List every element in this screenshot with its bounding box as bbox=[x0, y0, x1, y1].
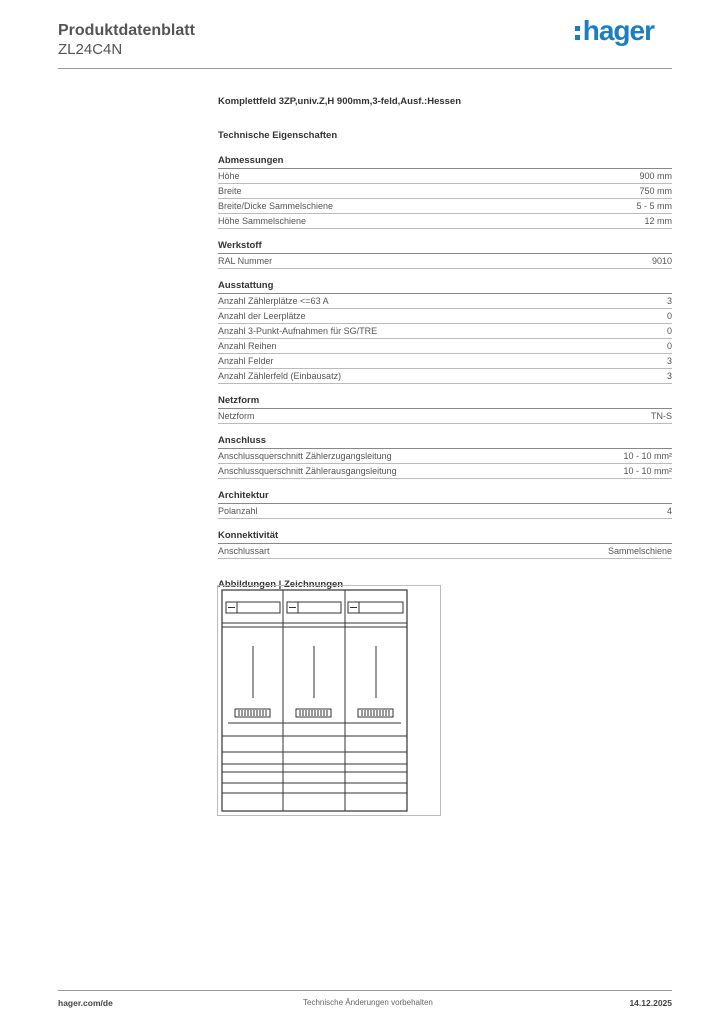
header-divider bbox=[58, 68, 672, 69]
property-row bbox=[218, 449, 672, 464]
property-value: 10 - 10 mm² bbox=[623, 451, 672, 461]
article-number: ZL24C4N bbox=[58, 41, 123, 58]
section-ausstattung bbox=[218, 280, 672, 384]
property-label: Anzahl Zählerplätze <=63 A bbox=[218, 296, 329, 306]
property-label: Breite/Dicke Sammelschiene bbox=[218, 201, 334, 211]
footer-website[interactable]: hager.com/de bbox=[58, 998, 113, 1008]
property-value: 0 bbox=[666, 311, 672, 321]
property-label: Anzahl 3-Punkt-Aufnahmen für SG/TRE bbox=[218, 326, 378, 336]
enclosure-drawing bbox=[218, 586, 440, 815]
property-value: 750 mm bbox=[639, 186, 672, 196]
property-label: Anschlussquerschnitt Zählerausgangsleitung bbox=[218, 466, 397, 476]
document-title: Produktdatenblatt bbox=[58, 22, 195, 39]
property-label: Anzahl Felder bbox=[218, 356, 274, 366]
property-row bbox=[218, 184, 672, 199]
property-row bbox=[218, 544, 672, 559]
section-anschluss bbox=[218, 435, 672, 479]
property-row bbox=[218, 324, 672, 339]
section-netzform bbox=[218, 395, 672, 424]
logo-text: hager bbox=[582, 15, 654, 46]
product-name: Komplettfeld 3ZP,univ.Z,H 900mm,3-feld,Ausf.:Hessen bbox=[218, 96, 462, 107]
property-label: Breite bbox=[218, 186, 242, 196]
section-title: Konnektivität bbox=[218, 530, 672, 544]
property-value: 12 mm bbox=[644, 216, 672, 226]
footer-date: 14.12.2025 bbox=[629, 998, 672, 1008]
property-label: Anschlussquerschnitt Zählerzugangsleitung bbox=[218, 451, 392, 461]
section-title: Werkstoff bbox=[218, 240, 672, 254]
property-row bbox=[218, 369, 672, 384]
property-value: 3 bbox=[666, 371, 672, 381]
property-row bbox=[218, 169, 672, 184]
property-row bbox=[218, 339, 672, 354]
property-value: 4 bbox=[666, 506, 672, 516]
figures-heading: Abbildungen | Zeichnungen bbox=[218, 579, 344, 590]
section-konnektivit-t bbox=[218, 530, 672, 559]
section-abmessungen bbox=[218, 155, 672, 229]
section-title: Architektur bbox=[218, 490, 672, 504]
properties-list bbox=[218, 155, 672, 559]
property-label: Anzahl der Leerplätze bbox=[218, 311, 306, 321]
property-value: 900 mm bbox=[639, 171, 672, 181]
hager-logo bbox=[575, 17, 654, 45]
property-label: Netzform bbox=[218, 411, 255, 421]
property-value: Sammelschiene bbox=[607, 546, 672, 556]
logo-dots-icon bbox=[575, 26, 580, 40]
property-row bbox=[218, 214, 672, 229]
property-value: 3 bbox=[666, 296, 672, 306]
property-label: Höhe bbox=[218, 171, 240, 181]
tech-heading: Technische Eigenschaften bbox=[218, 130, 338, 141]
property-label: Anzahl Reihen bbox=[218, 341, 277, 351]
section-werkstoff bbox=[218, 240, 672, 269]
property-row bbox=[218, 409, 672, 424]
footer-notice: Technische Änderungen vorbehalten bbox=[303, 998, 433, 1007]
property-row bbox=[218, 254, 672, 269]
property-label: RAL Nummer bbox=[218, 256, 273, 266]
technical-drawing bbox=[217, 585, 441, 816]
property-value: TN-S bbox=[651, 411, 672, 421]
property-value: 0 bbox=[666, 341, 672, 351]
section-title: Ausstattung bbox=[218, 280, 672, 294]
content-area bbox=[218, 96, 672, 590]
property-value: 3 bbox=[666, 356, 672, 366]
property-row bbox=[218, 504, 672, 519]
property-row bbox=[218, 354, 672, 369]
property-row bbox=[218, 199, 672, 214]
property-row bbox=[218, 309, 672, 324]
property-label: Höhe Sammelschiene bbox=[218, 216, 307, 226]
section-title: Abmessungen bbox=[218, 155, 672, 169]
property-row bbox=[218, 464, 672, 479]
section-title: Netzform bbox=[218, 395, 672, 409]
property-label: Anzahl Zählerfeld (Einbausatz) bbox=[218, 371, 342, 381]
section-architektur bbox=[218, 490, 672, 519]
property-value: 9010 bbox=[651, 256, 672, 266]
property-row bbox=[218, 294, 672, 309]
property-value: 10 - 10 mm² bbox=[623, 466, 672, 476]
property-value: 0 bbox=[666, 326, 672, 336]
section-title: Anschluss bbox=[218, 435, 672, 449]
footer-divider bbox=[58, 990, 672, 991]
property-label: Anschlussart bbox=[218, 546, 270, 556]
property-value: 5 - 5 mm bbox=[636, 201, 672, 211]
property-label: Polanzahl bbox=[218, 506, 258, 516]
